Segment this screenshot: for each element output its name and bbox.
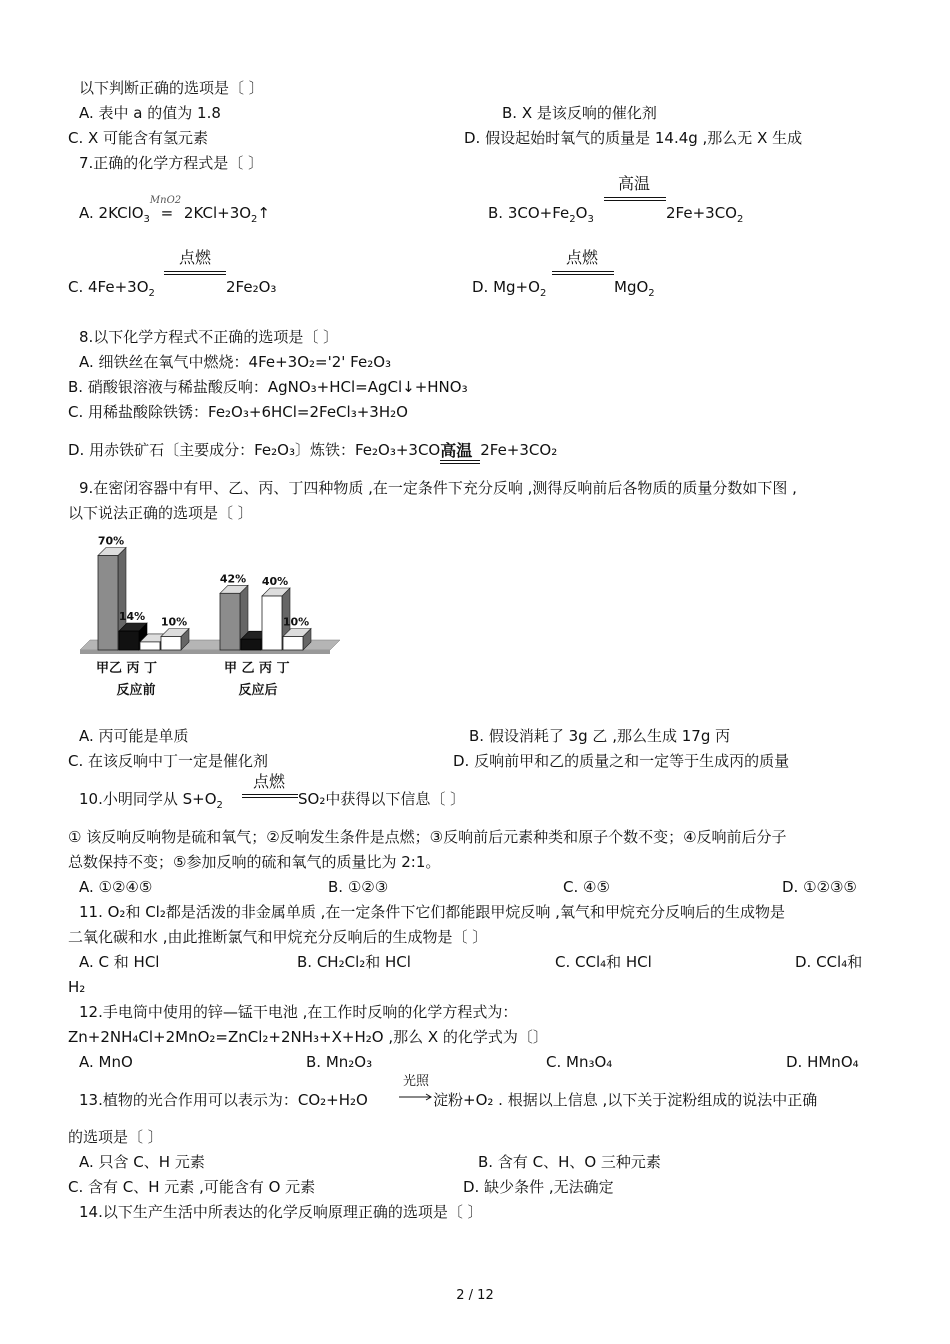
bar-data-label: 10% bbox=[282, 615, 310, 629]
q9-option-c: C. 在该反响中丁一定是催化剂 bbox=[68, 752, 269, 770]
q7-c-condition: 点燃 bbox=[178, 248, 211, 267]
q10-option-c: C. ④⑤ bbox=[563, 878, 610, 896]
q7-option-c: C. $4Fe+3O_2$ bbox=[68, 278, 155, 299]
bar-data-label: 40% bbox=[261, 575, 289, 588]
q10-prompt: 10.小明同学从 $S+O_2$ bbox=[79, 790, 223, 811]
q10-option-d: D. ①②③⑤ bbox=[782, 878, 857, 896]
q7-b-equals bbox=[604, 197, 666, 201]
q7-prompt: 7.正确的化学方程式是〔 〕 bbox=[79, 154, 264, 172]
q11-prompt-line1: 11. O₂和 Cl₂都是活泼的非金属单质 ,在一定条件下它们都能跟甲烷反响 ,氧气和甲烷充分反响后的生成物是 bbox=[79, 903, 785, 921]
q8-option-b: B. 硝酸银溶液与稀盐酸反响：AgNO₃+HCl=AgCl↓+HNO₃ bbox=[68, 378, 468, 396]
bar bbox=[283, 637, 303, 651]
q7-d-equals bbox=[552, 271, 614, 275]
q13-prompt: 13.植物的光合作用可以表示为：CO₂+H₂O bbox=[79, 1091, 368, 1109]
q12-prompt-line1: 12.手电筒中使用的锌—锰干电池 ,在工作时反响的化学方程式为： bbox=[79, 1003, 518, 1021]
q13-prompt-line2: 的选项是〔 〕 bbox=[68, 1128, 163, 1146]
q13-option-d: D. 缺少条件 ,无法确定 bbox=[463, 1178, 614, 1196]
q11-option-d-cont: H₂ bbox=[68, 978, 86, 996]
q11-option-d: D. CCl₄和 bbox=[795, 953, 863, 971]
q13-arrow bbox=[399, 1093, 433, 1101]
q14-prompt: 14.以下生产生活中所表达的化学反响原理正确的选项是〔 〕 bbox=[79, 1203, 483, 1221]
q8-option-c: C. 用稀盐酸除铁锈：Fe₂O₃+6HCl=2FeCl₃+3H₂O bbox=[68, 403, 408, 421]
q7-b-products: $2Fe+3CO_2$ bbox=[666, 204, 744, 225]
bar bbox=[220, 593, 240, 650]
q12-option-b: B. Mn₂O₃ bbox=[306, 1053, 373, 1071]
q7-a-post: 2KCl+3O bbox=[183, 204, 252, 222]
category-labels-before: 甲乙 丙 丁 bbox=[96, 661, 158, 676]
chart-floor-edge bbox=[80, 650, 330, 654]
q7-c-equals bbox=[164, 271, 226, 275]
group-label-after: 反应后 bbox=[238, 683, 278, 698]
q9-option-b: B. 假设消耗了 3g 乙 ,那么生成 17g 丙 bbox=[469, 727, 731, 745]
bar-chart bbox=[74, 530, 346, 702]
q6-option-c: C. X 可能含有氢元素 bbox=[68, 129, 209, 147]
q9-prompt-line1: 9.在密闭容器中有甲、乙、丙、丁四种物质 ,在一定条件下充分反响 ,测得反响前后各物质的质量分数如下图 , bbox=[79, 479, 797, 497]
q7-d-condition: 点燃 bbox=[565, 248, 598, 267]
bar-data-label: 70% bbox=[97, 534, 125, 548]
q13-condition: 光照 bbox=[402, 1074, 429, 1089]
q7-d-products: MgO$_2$ bbox=[614, 278, 655, 299]
q6-option-a: A. 表中 a 的值为 1.8 bbox=[79, 104, 221, 122]
bar bbox=[262, 596, 282, 650]
category-labels-after: 甲 乙 丙 丁 bbox=[224, 661, 290, 676]
q7-option-d: D. $Mg+O_2$ bbox=[472, 278, 547, 299]
q8-prompt: 8.以下化学方程式不正确的选项是〔 〕 bbox=[79, 328, 339, 346]
q6-option-b: B. X 是该反响的催化剂 bbox=[502, 104, 657, 122]
q13-option-c: C. 含有 C、H 元素 ,可能含有 O 元素 bbox=[68, 1178, 316, 1196]
q9-option-d: D. 反响前甲和乙的质量之和一定等于生成丙的质量 bbox=[453, 752, 790, 770]
q10-option-a: A. ①②④⑤ bbox=[79, 878, 153, 896]
bar bbox=[241, 639, 261, 650]
q12-prompt-line2: Zn+2NH₄Cl+2MnO₂=ZnCl₂+2NH₃+X+H₂O ,那么 X 的化学式为〔〕 bbox=[68, 1028, 548, 1046]
bar-data-label: 10% bbox=[160, 615, 188, 629]
q10-info-line2: 总数保持不变；⑤参加反响的硫和氧气的质量比为 2:1。 bbox=[68, 853, 441, 871]
q13-option-a: A. 只含 C、H 元素 bbox=[79, 1153, 205, 1171]
q10-option-b: B. ①②③ bbox=[328, 878, 389, 896]
q7-c-products: 2Fe₂O₃ bbox=[226, 278, 277, 296]
q10-equals bbox=[242, 794, 298, 798]
bar-data-label: 14% bbox=[118, 610, 146, 624]
q12-option-d: D. HMnO₄ bbox=[786, 1053, 859, 1071]
q9-prompt-line2: 以下说法正确的选项是〔 〕 bbox=[68, 504, 253, 522]
page-number: 2 / 12 bbox=[456, 1288, 494, 1303]
bar bbox=[140, 642, 160, 650]
q7-a-pre: A. 2KClO bbox=[79, 204, 144, 222]
bar bbox=[161, 637, 181, 651]
q13-prompt-post: 淀粉+O₂ . 根据以上信息 ,以下关于淀粉组成的说法中正确 bbox=[433, 1091, 818, 1109]
q11-option-c: C. CCl₄和 HCl bbox=[555, 953, 652, 971]
bar bbox=[98, 556, 118, 651]
q7-option-a: A. 2KClO$_3$ MnO2 = $2KCl+3O_2↑$ bbox=[79, 203, 270, 230]
bar-data-label: 42% bbox=[219, 572, 247, 586]
q7-a-catalyst: MnO2 bbox=[149, 195, 182, 206]
group-label-before: 反应前 bbox=[116, 683, 156, 698]
q10-prompt-post: SO₂中获得以下信息〔 〕 bbox=[298, 790, 466, 808]
q6-option-d: D. 假设起始时氧气的质量是 14.4g ,那么无 X 生成 bbox=[464, 129, 803, 147]
q13-option-b: B. 含有 C、H、O 三种元素 bbox=[478, 1153, 661, 1171]
q11-prompt-line2: 二氧化碳和水 ,由此推断氯气和甲烷充分反响后的生成物是〔 〕 bbox=[68, 928, 488, 946]
q12-option-a: A. MnO bbox=[79, 1053, 133, 1071]
q10-info-line1: ① 该反响反响物是硫和氧气；②反响发生条件是点燃；③反响前后元素种类和原子个数不变；④反响前后分子 bbox=[68, 828, 787, 846]
q11-option-a: A. C 和 HCl bbox=[79, 953, 160, 971]
q11-option-b: B. CH₂Cl₂和 HCl bbox=[297, 953, 411, 971]
q9-option-a: A. 丙可能是单质 bbox=[79, 727, 189, 745]
bar bbox=[119, 631, 139, 650]
q10-condition: 点燃 bbox=[252, 772, 285, 791]
q7-option-b: B. $3CO+Fe_2O_3$ bbox=[488, 204, 594, 225]
q8-option-a: A. 细铁丝在氧气中燃烧：4Fe+3O₂='2' Fe₂O₃ bbox=[79, 353, 392, 371]
q12-option-c: C. Mn₃O₄ bbox=[546, 1053, 613, 1071]
q8-option-d: D. 用赤铁矿石〔主要成分：Fe₂O₃〕炼铁：Fe₂O₃+3CO 高温 2Fe+3CO₂ bbox=[68, 440, 557, 460]
q7-b-condition: 高温 bbox=[617, 174, 650, 193]
q6-prompt: 以下判断正确的选项是〔 〕 bbox=[79, 79, 264, 97]
q8-d-condition: 高温 bbox=[440, 441, 473, 460]
q7-b-pre: B. 3CO+Fe bbox=[488, 204, 570, 222]
